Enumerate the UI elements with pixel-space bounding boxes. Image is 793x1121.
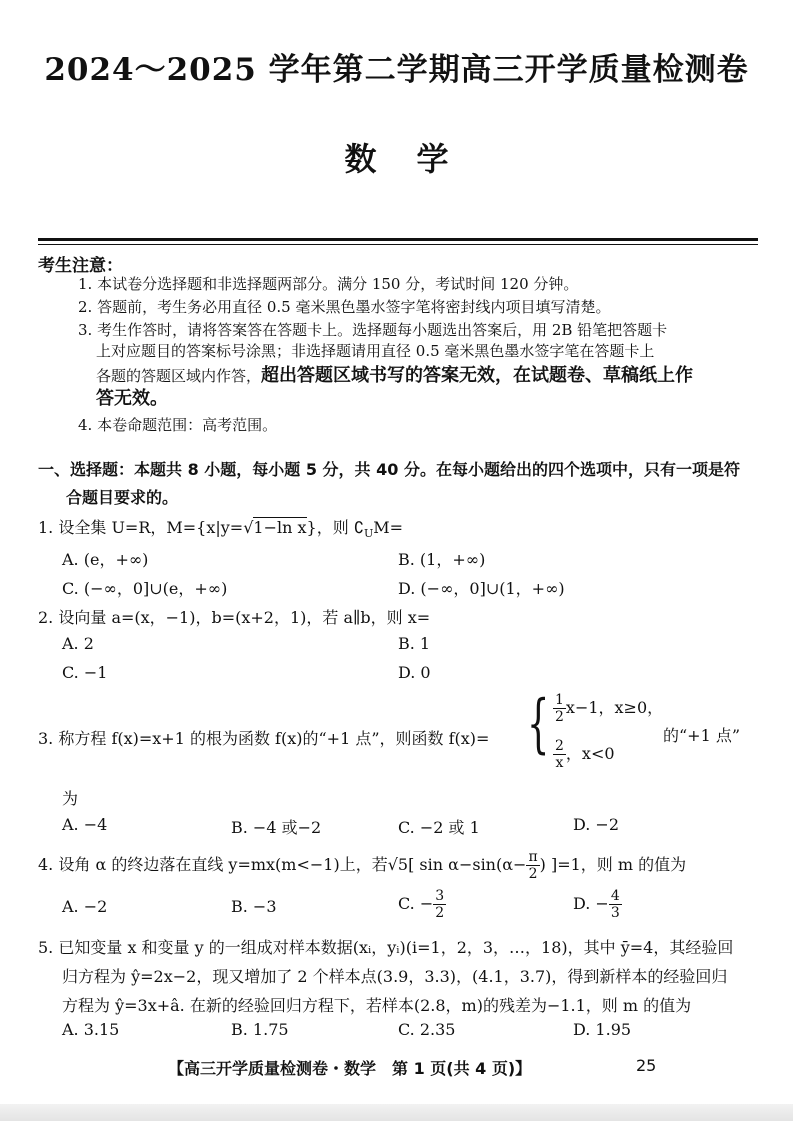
notice-item: 2. 答题前，考生务必用直径 0.5 毫米黑色墨水签字笔将密封线内项目填写清楚。 — [78, 298, 611, 316]
q1-option-d: D. (−∞，0]∪(1，+∞) — [398, 579, 565, 598]
notice-emphasis-end: 答无效。 — [96, 388, 168, 409]
fraction: $\frac{1}{2}$ — [555, 692, 564, 725]
question-4-stem: 4. 设角 α 的终边落在直线 y=mx(m<−1)上，若√5[ sin α−sin(α− $\frac{\pi}{2}$ ) ]=1，则 m 的值为 — [38, 849, 687, 882]
question-5-line-2: 归方程为 ŷ=2x−2，现又增加了 2 个样本点(3.9，3.3)，(4.1，3.7)，得到新样本的经验回归 — [62, 967, 728, 986]
q1-text: M= — [373, 518, 404, 537]
fraction: $\frac{4}{3}$ — [610, 888, 620, 921]
fraction: $\frac{2}{x}$ — [555, 738, 564, 771]
q3-option-c: C. −2 或 1 — [398, 818, 480, 837]
q5-option-d: D. 1.95 — [573, 1020, 632, 1039]
header-rule-thick — [38, 238, 758, 241]
piecewise-case-1: $\frac{1}{2}$ x−1，x≥0， — [555, 692, 664, 725]
question-2-stem: 2. 设向量 a=(x，−1)，b=(x+2，1)，若 a∥b，则 x= — [38, 608, 431, 627]
notice-item-line — [96, 361, 693, 387]
q3-stem-end: 为 — [62, 789, 79, 808]
question-3-stem: 3. 称方程 f(x)=x+1 的根为函数 f(x)的“+1 点”，则函数 f(x)= — [38, 729, 490, 748]
notice-item: 3. 考生作答时，请将答案答在答题卡上。选择题每小题选出答案后，用 2B 铅笔把答题卡 — [78, 321, 668, 339]
q1-subscript: U — [364, 527, 374, 541]
q4-option-c: C. − $\frac{3}{2}$ — [398, 888, 445, 921]
piecewise-case-2: $\frac{2}{x}$ ，x<0 — [555, 738, 615, 771]
exam-title: 2024～2025 学年第二学期高三开学质量检测卷 — [44, 52, 749, 88]
q3-option-a: A. −4 — [62, 815, 108, 834]
q4-option-b: B. −3 — [231, 897, 277, 916]
paper-edge — [0, 1104, 793, 1121]
section-heading-cont: 合题目要求的。 — [66, 488, 179, 507]
q3-option-b: B. −4 或−2 — [231, 818, 322, 837]
q1-option-a: A. (e，+∞) — [62, 550, 149, 569]
notice-item: 1. 本试卷分选择题和非选择题两部分。满分 150 分，考试时间 120 分钟。 — [78, 275, 579, 293]
q1-option-c: C. (−∞，0]∪(e，+∞) — [62, 579, 228, 598]
q1-radicand: 1−ln x — [253, 518, 307, 537]
question-5-line-3: 方程为 ŷ=3x+â. 在新的经验回归方程下，若样本(2.8，m)的残差为−1.1，则 m 的值为 — [62, 996, 692, 1015]
q3-stem-tail: 的“+1 点” — [663, 726, 741, 745]
q2-option-d: D. 0 — [398, 663, 431, 682]
fraction: $\frac{3}{2}$ — [435, 888, 445, 921]
q4-option-d: D. − $\frac{4}{3}$ — [573, 888, 620, 921]
header-rule-thin — [38, 244, 758, 245]
question-5-line-1: 5. 已知变量 x 和变量 y 的一组成对样本数据(xᵢ，yᵢ)(i=1，2，3，…，18)，其中 ȳ=4，其经验回 — [38, 938, 734, 957]
q2-option-c: C. −1 — [62, 663, 108, 682]
q5-option-c: C. 2.35 — [398, 1020, 456, 1039]
notice-item: 上对应题目的答案标号涂黑；非选择题请用直径 0.5 毫米黑色墨水签字笔在答题卡上 — [96, 342, 655, 360]
piecewise-brace: { — [527, 687, 550, 761]
notice-heading: 考生注意： — [38, 256, 123, 276]
q5-option-a: A. 3.15 — [62, 1020, 120, 1039]
q4-option-a: A. −2 — [62, 897, 108, 916]
subject-title: 数学 — [344, 140, 489, 178]
q1-text: 1. 设全集 U=R，M={x|y= — [38, 518, 244, 537]
notice-text: 各题的答题区域内作答， — [96, 367, 262, 385]
notice-emphasis: 超出答题区域书写的答案无效，在试题卷、草稿纸上作 — [261, 365, 694, 386]
q3-option-d: D. −2 — [573, 815, 620, 834]
notice-item: 4. 本卷命题范围：高考范围。 — [78, 416, 278, 434]
q2-option-b: B. 1 — [398, 634, 431, 653]
page-footer: 【高三开学质量检测卷・数学 第 1 页(共 4 页)】 — [168, 1059, 532, 1078]
q5-option-b: B. 1.75 — [231, 1020, 289, 1039]
q1-option-b: B. (1，+∞) — [398, 550, 486, 569]
section-heading: 一、选择题：本题共 8 小题，每小题 5 分，共 40 分。在每小题给出的四个选项中，只有一项是符 — [38, 460, 740, 479]
question-1-stem — [38, 515, 403, 540]
q2-option-a: A. 2 — [62, 634, 94, 653]
q1-text: }，则 ∁ — [306, 518, 364, 537]
page-code: 25 — [636, 1056, 657, 1075]
fraction: $\frac{\pi}{2}$ — [528, 849, 538, 882]
sqrt-symbol: √ — [243, 518, 254, 537]
